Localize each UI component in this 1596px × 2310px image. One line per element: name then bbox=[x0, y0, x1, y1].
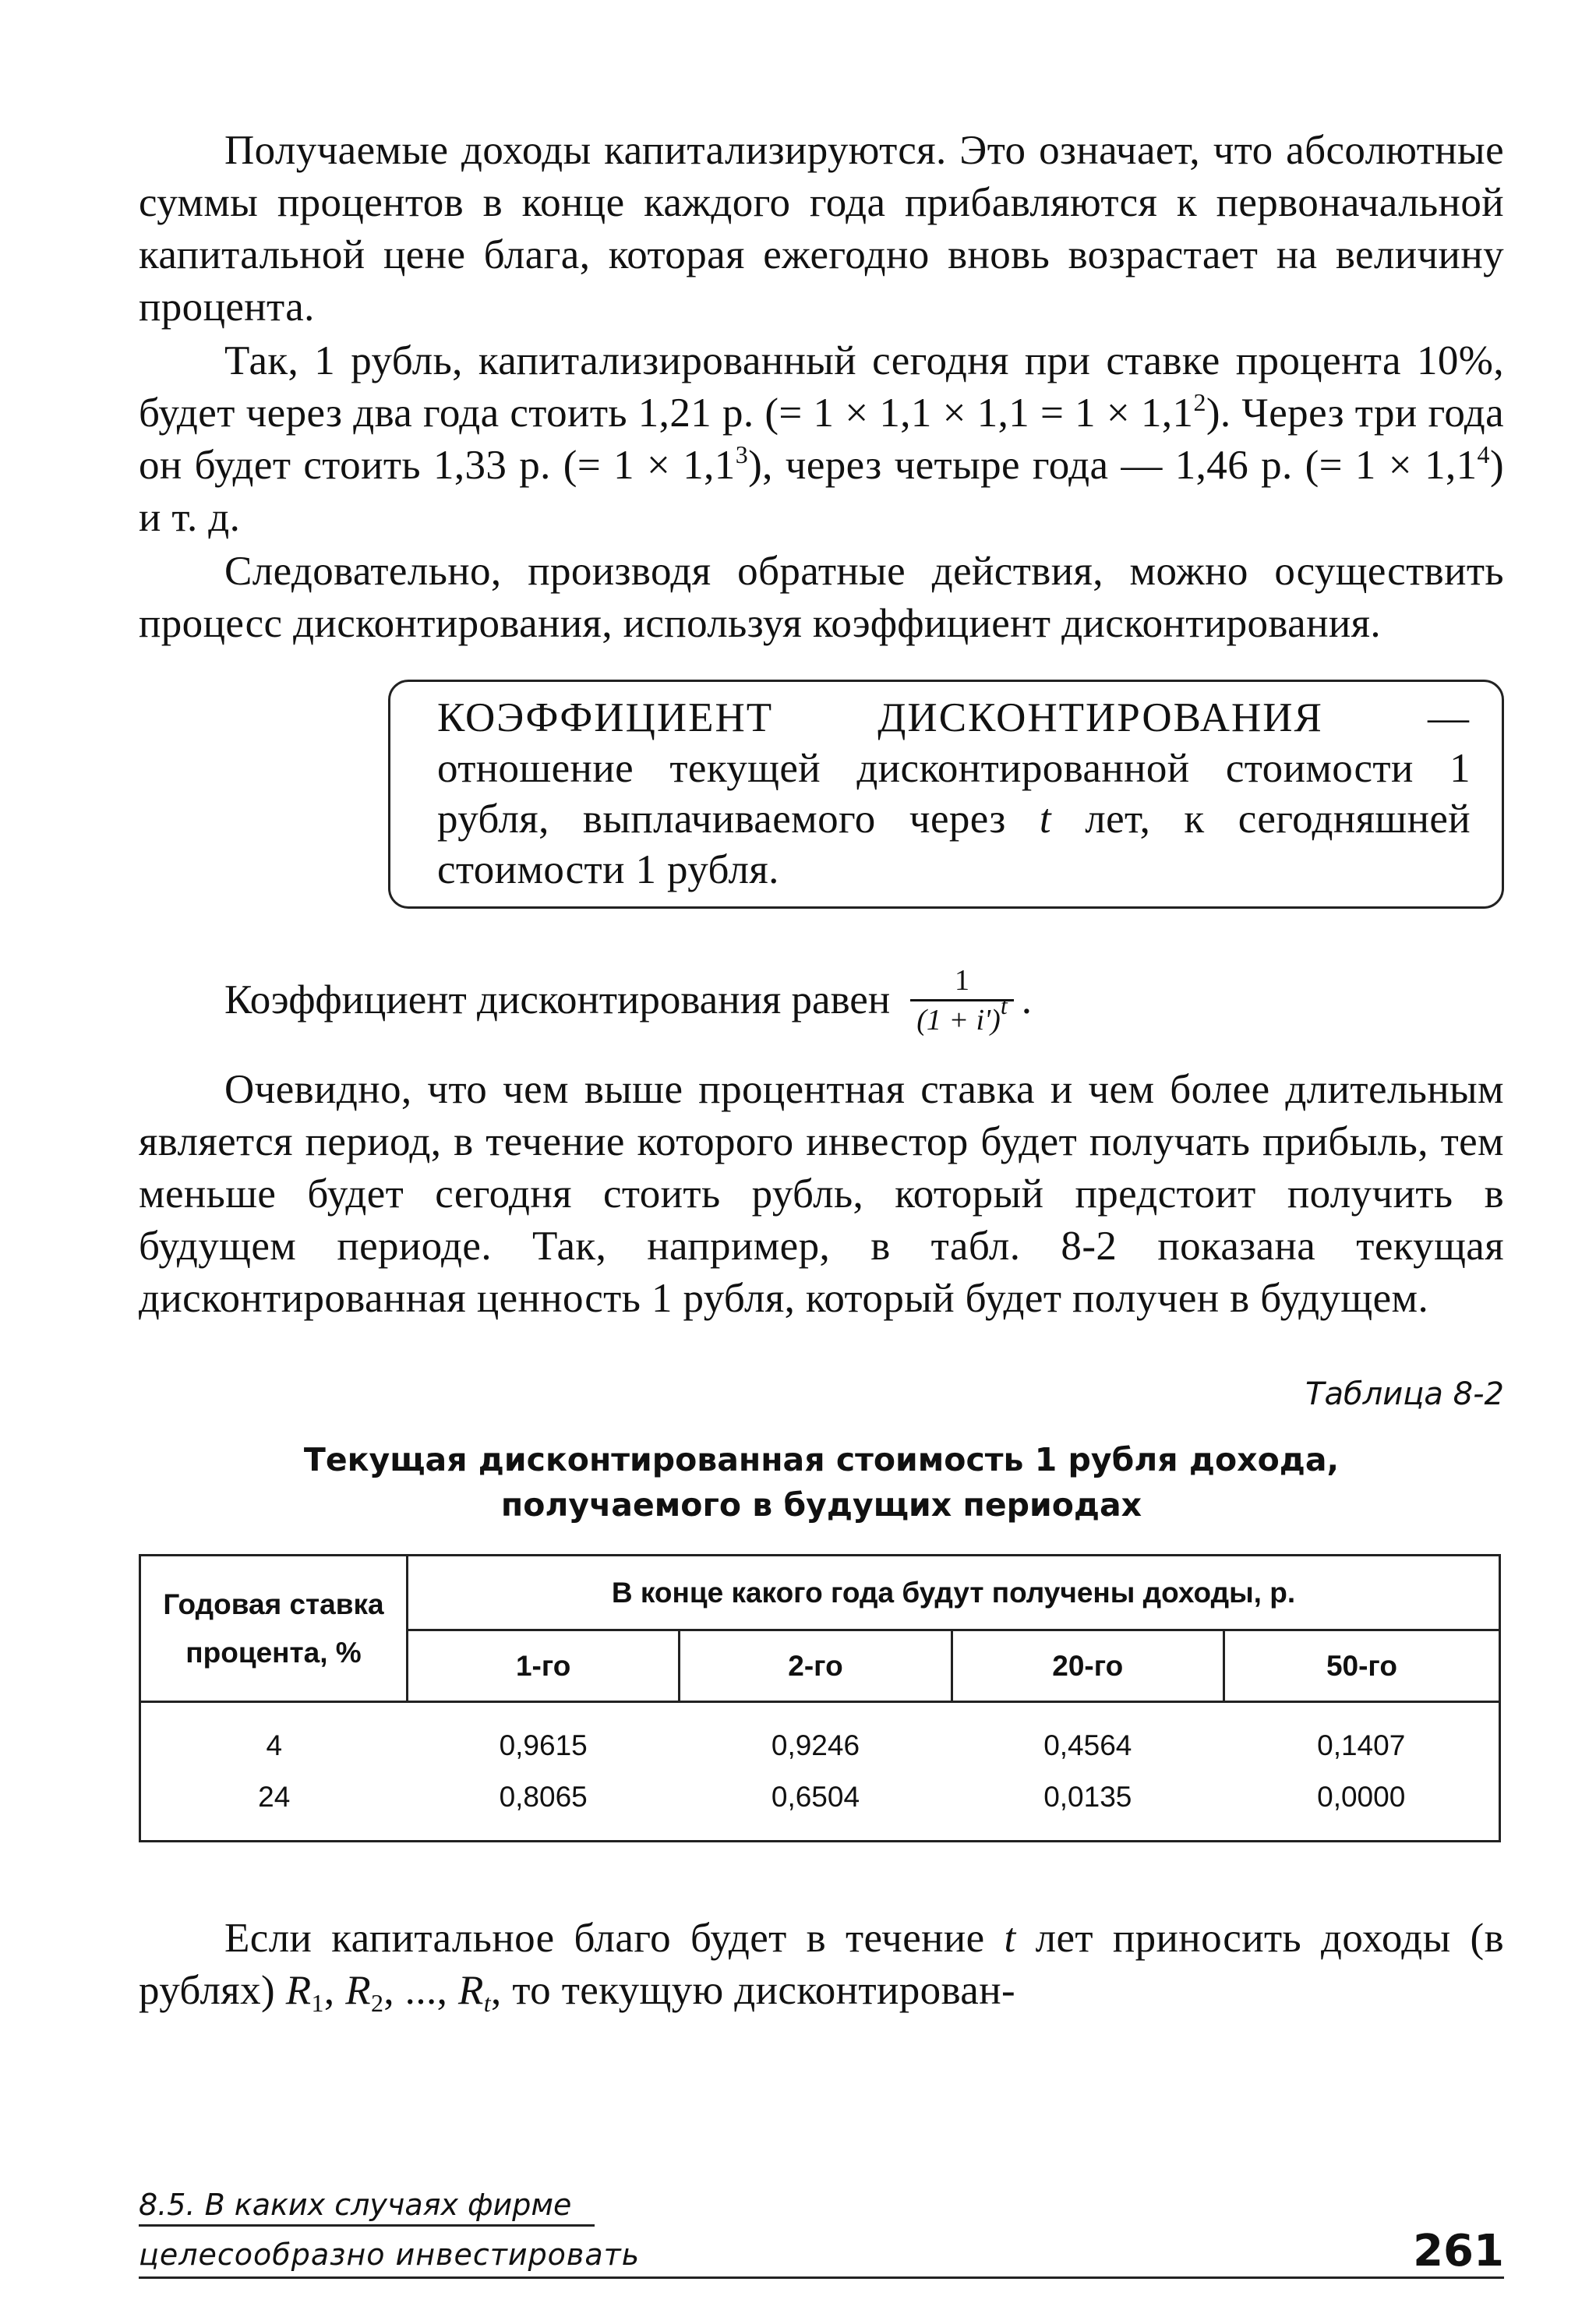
table-row bbox=[140, 1702, 1500, 1772]
formula-exponent: t bbox=[1000, 991, 1008, 1019]
column-header: 2-го bbox=[680, 1630, 952, 1702]
example-text-d: ) и т. д. bbox=[139, 443, 1504, 540]
running-section-line2: целесообразно инвестировать bbox=[139, 2238, 641, 2272]
paragraph-capitalization: Получаемые доходы капитализируются. Это означает, что абсолютные суммы процентов в конце каждого года прибавляются к первоначальной капитальной цене блага, которая ежегодно вновь возрастает на величину процента. bbox=[139, 128, 1504, 330]
superscript-3: 3 bbox=[735, 440, 749, 468]
definition-text-a: отношение текущей дисконтированной стоимости 1 рубля, выплачиваемого через bbox=[437, 746, 1471, 842]
superscript-2: 2 bbox=[1193, 388, 1206, 416]
value-cell: 0,1407 bbox=[1317, 1729, 1406, 1761]
value-cell: 0,4564 bbox=[1043, 1729, 1132, 1761]
example-text-b: ). Через три года он будет стоить 1,33 р. (= 1 × 1,1 bbox=[139, 390, 1504, 488]
rowhead-cell bbox=[140, 1556, 408, 1702]
footer-row bbox=[139, 2227, 1504, 2279]
column-header: 50-го bbox=[1223, 1630, 1499, 1702]
p5-r1-sub: 1 bbox=[311, 1989, 324, 2017]
p5-text-b: лет приносить доходы (в рублях) bbox=[139, 1916, 1505, 2013]
table-label: Таблица 8-2 bbox=[1305, 1376, 1504, 1412]
formula-label: Коэффициент дисконтирования равен bbox=[224, 977, 891, 1023]
p5-rt-sub: t bbox=[483, 1989, 492, 2017]
superscript-4: 4 bbox=[1477, 440, 1490, 468]
rate-cell: 4 bbox=[266, 1729, 283, 1761]
definition-box bbox=[388, 680, 1504, 909]
value-cell: 0,9615 bbox=[499, 1729, 588, 1761]
page-number: 261 bbox=[1413, 2226, 1504, 2276]
definition-text-b: лет, к сегодняшней стоимости 1 рубля. bbox=[437, 796, 1471, 892]
page-footer bbox=[139, 2185, 1504, 2279]
page-body bbox=[139, 125, 1504, 2019]
paragraph-capital-good bbox=[139, 1913, 1504, 2017]
p5-r1: R bbox=[285, 1968, 312, 2013]
rate-cell: 24 bbox=[258, 1781, 291, 1813]
formula-line bbox=[139, 963, 1504, 1037]
group-header: В конце какого года будут получены доходы, р. bbox=[408, 1556, 1500, 1630]
definition-variable-t: t bbox=[1039, 796, 1052, 842]
table-title bbox=[139, 1437, 1504, 1528]
formula-denominator bbox=[910, 991, 1014, 1037]
value-cell: 0,8065 bbox=[499, 1781, 588, 1813]
running-section-line1: 8.5. В каких случаях фирме bbox=[139, 2185, 595, 2227]
table-title-line1: Текущая дисконтированная стоимость 1 рубля дохода, bbox=[303, 1441, 1340, 1478]
value-cell: 0,0000 bbox=[1317, 1781, 1406, 1813]
table-title-line2: получаемого в будущих периодах bbox=[500, 1486, 1142, 1524]
value-cell: 0,0135 bbox=[1043, 1781, 1132, 1813]
definition-term: КОЭФФИЦИЕНТ ДИСКОНТИРОВАНИЯ — bbox=[437, 695, 1471, 740]
p5-ellipsis: , ..., bbox=[383, 1968, 448, 2013]
value-cell: 0,9246 bbox=[771, 1729, 860, 1761]
paragraph-example bbox=[139, 335, 1504, 544]
p5-r2: R bbox=[345, 1968, 371, 2013]
value-cell: 0,6504 bbox=[771, 1781, 860, 1813]
discount-table bbox=[139, 1554, 1501, 1842]
paragraph-obviously: Очевидно, что чем выше процентная ставка и чем более длительным является период, в течение которого инвестор будет получать прибыль, тем меньше будет сегодня стоить рубль, который предстоит получить в будущем периоде. Так, например, в табл. 8-2 показана текущая дисконтированная ценность 1 рубля, который будет получен в будущем. bbox=[139, 1067, 1504, 1321]
p5-text-a: Если капитальное благо будет в течение bbox=[224, 1916, 985, 1961]
paragraph-discounting: Следовательно, производя обратные действия, можно осуществить процесс дисконтирования, используя коэффициент дисконтирования. bbox=[139, 549, 1504, 646]
rowhead-line2: процента, % bbox=[185, 1636, 362, 1669]
p5-sep1: , bbox=[323, 1968, 335, 2013]
example-text-a: Так, 1 рубль, капитализированный сегодня при ставке процента 10%, будет через два года стоить 1,21 р. (= 1 × 1,1 × 1,1 = 1 × 1,1 bbox=[139, 338, 1504, 436]
p5-rt: R bbox=[457, 1968, 484, 2013]
example-text-c: ), через четыре года — 1,46 р. (= 1 × 1,1 bbox=[748, 443, 1478, 488]
formula-numerator: 1 bbox=[954, 964, 969, 997]
discount-formula bbox=[910, 963, 1014, 1037]
formula-period: . bbox=[1021, 977, 1032, 1023]
p5-variable-t: t bbox=[1004, 1916, 1016, 1961]
rowhead-line1: Годовая ставка bbox=[163, 1588, 384, 1620]
formula-base: (1 + i') bbox=[916, 1004, 1001, 1037]
column-header: 20-го bbox=[952, 1630, 1223, 1702]
column-header: 1-го bbox=[408, 1630, 680, 1702]
table-row bbox=[140, 1771, 1500, 1842]
p5-r2-sub: 2 bbox=[370, 1989, 384, 2017]
p5-text-c: , то текущую дисконтирован- bbox=[491, 1968, 1016, 2013]
